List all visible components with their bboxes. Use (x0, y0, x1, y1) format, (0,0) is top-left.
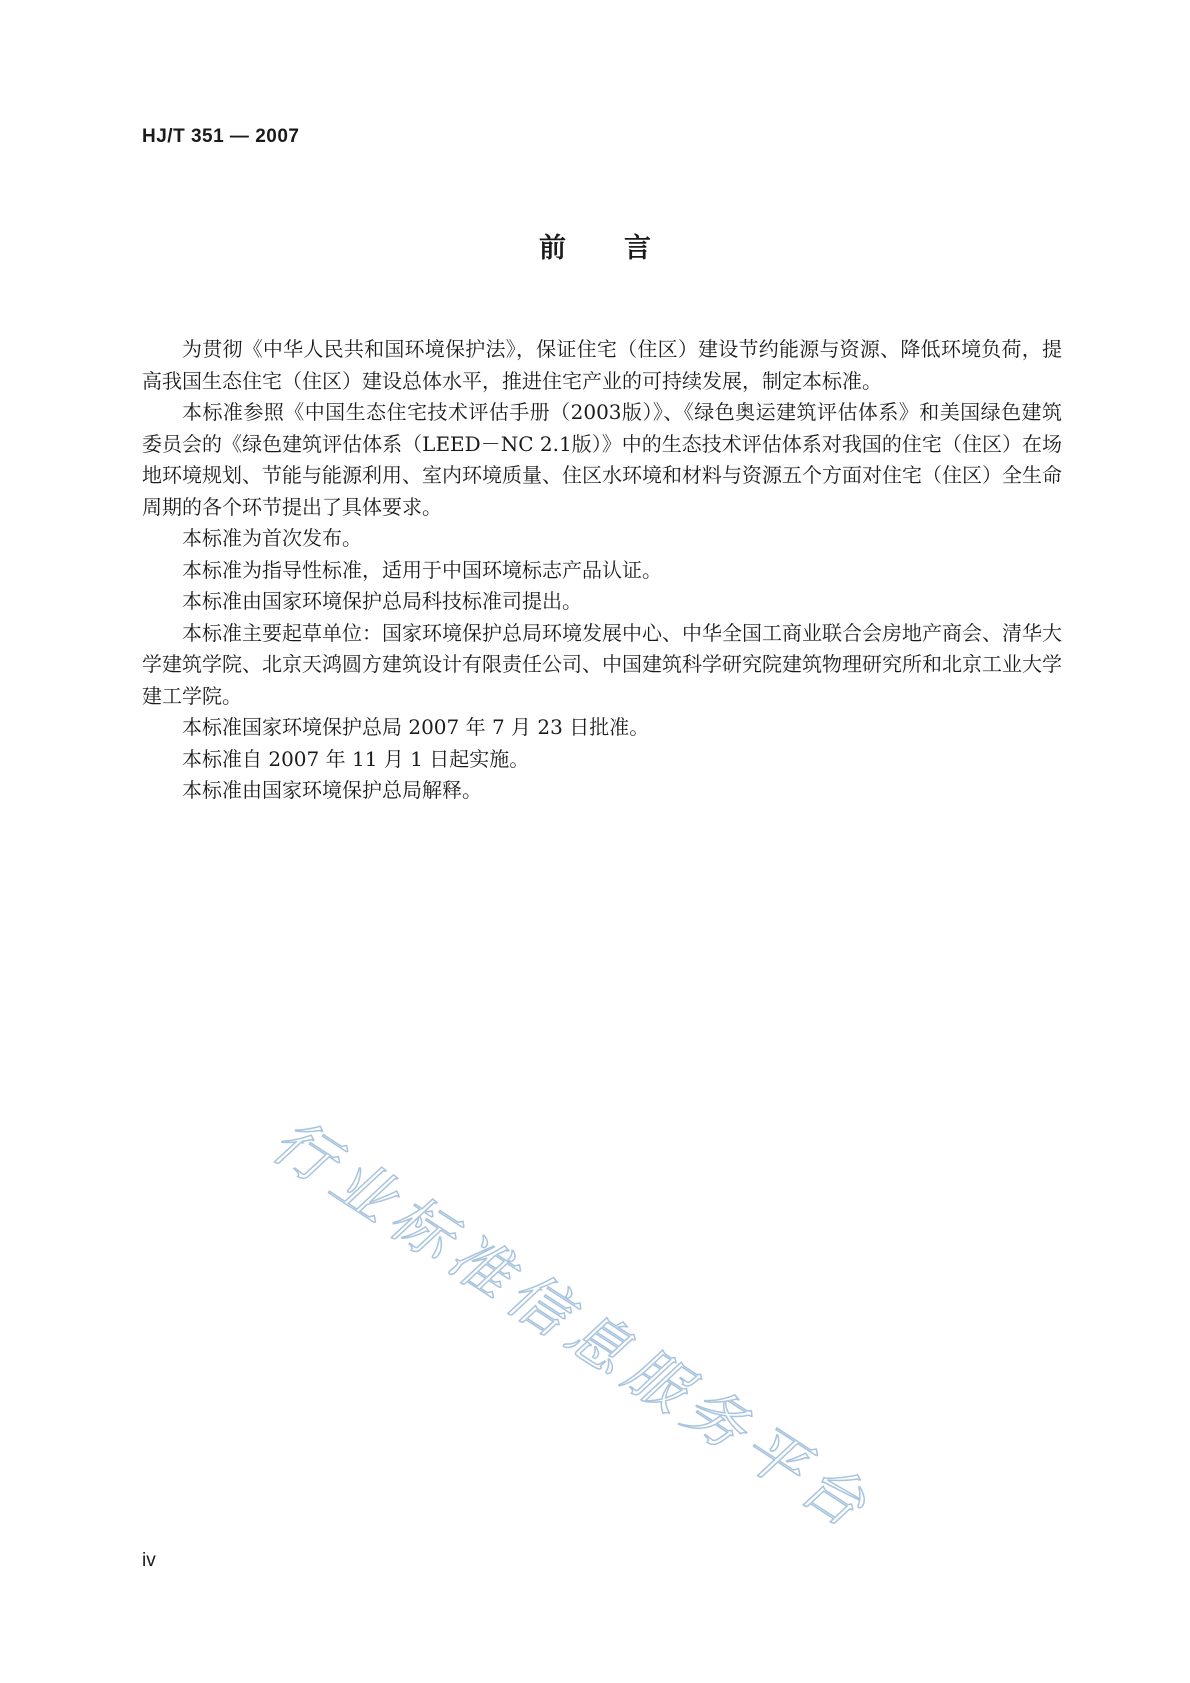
paragraph: 本标准由国家环境保护总局科技标准司提出。 (182, 589, 582, 613)
paragraph: 本标准自 2007 年 11 月 1 日起实施。 (182, 746, 530, 771)
paragraph: 本标准为首次发布。 (182, 526, 362, 550)
paragraph: 本标准主要起草单位：国家环境保护总局环境发展中心、中华全国工商业联合会房地产商会、清华大学建筑学院、北京天鸿圆方建筑设计有限责任公司、中国建筑科学研究院建筑物理研究所和北京工业大学建工学院。 (142, 620, 1062, 708)
page-number: iv (142, 1550, 156, 1571)
paragraph: 本标准为指导性标准，适用于中国环境标志产品认证。 (182, 557, 662, 582)
section-title: 前言 (539, 233, 709, 264)
paragraph: 本标准参照《中国生态住宅技术评估手册（2003版）》、《绿色奥运建筑评估体系》和美国绿色建筑委员会的《绿色建筑评估体系（LEED－NC 2.1版）》中的生态技术评估体系对我国的住宅（住区）在场地环境规划、节能与能源利用、室内环境质量、住区水环境和材料与资源五个方面对住宅（住区）全生命周期的各个环节提出了具体要求。 (142, 400, 1062, 519)
paragraph: 为贯彻《中华人民共和国环境保护法》，保证住宅（住区）建设节约能源与资源、降低环境负荷，提高我国生态住宅（住区）建设总体水平，推进住宅产业的可持续发展，制定本标准。 (142, 337, 1062, 393)
body-text (142, 334, 1062, 807)
paragraph: 本标准国家环境保护总局 2007 年 7 月 23 日批准。 (182, 715, 650, 739)
watermark: 行业标准信息服务平台 (259, 1105, 885, 1546)
document-code: HJ/T 351 — 2007 (142, 126, 300, 147)
paragraph: 本标准由国家环境保护总局解释。 (182, 778, 482, 802)
